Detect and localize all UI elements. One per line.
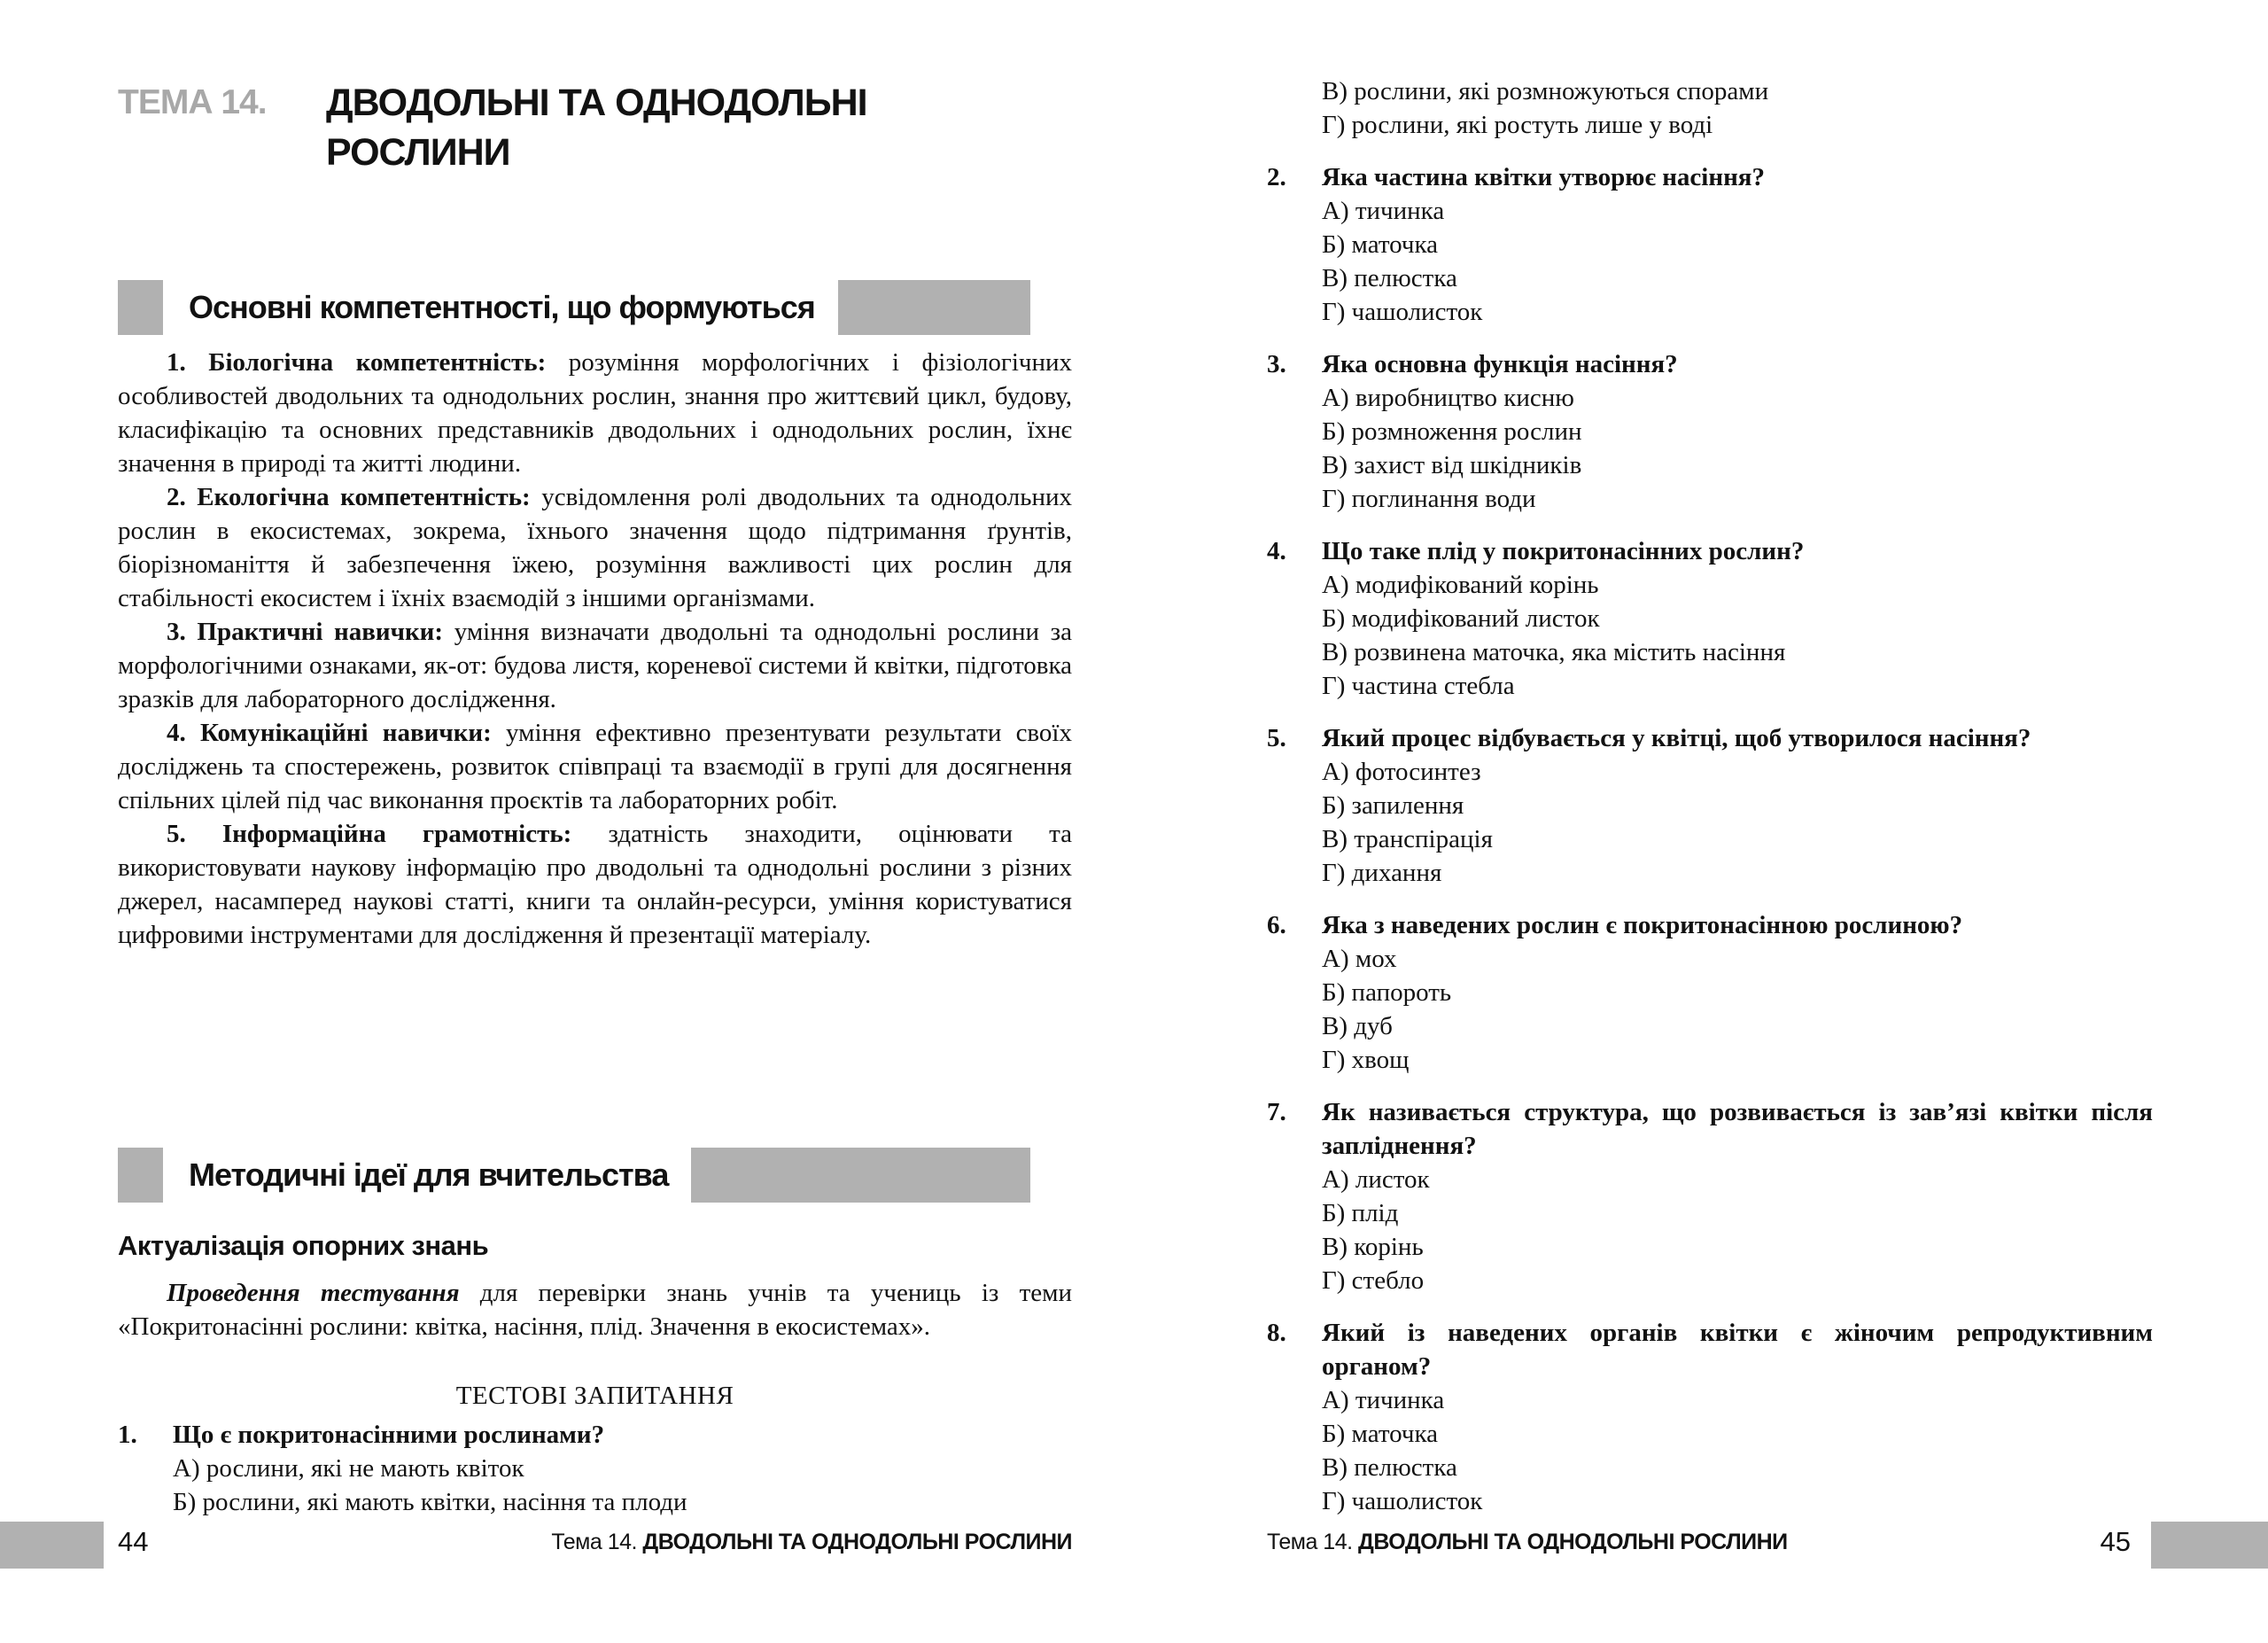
question-option: Г) рослини, які ростуть лише у воді	[1322, 111, 1713, 139]
running-title-prefix: Тема 14.	[1267, 1530, 1353, 1554]
question-option: Г) поглинання води	[1322, 485, 1536, 513]
running-title-prefix: Тема 14.	[551, 1530, 637, 1554]
question-option: Б) запилення	[1322, 791, 1464, 820]
question-number: 1.	[118, 1421, 137, 1449]
question-option: А) тичинка	[1322, 197, 1445, 225]
running-title-text: ДВОДОЛЬНІ ТА ОДНОДОЛЬНІ РОСЛИНИ	[642, 1530, 1072, 1554]
section-marker-bar	[691, 1148, 1030, 1203]
question-option: А) виробництво кисню	[1322, 384, 1574, 412]
competency-lead: 4. Комунікаційні навички:	[167, 719, 492, 747]
test-question	[1267, 534, 2153, 703]
section-marker-square	[118, 280, 163, 335]
question-option: Г) чашолисток	[1322, 1487, 1483, 1515]
test-question	[1267, 721, 2153, 890]
competency-body: усвідомлення ролі дводольних та однодольних рослин в екосистемах, зокрема, їхнього значення щодо підтримання ґрунтів, біорізноманіття й забезпечення їжею, розуміння важливості цих рослин для стабільності екосистем і їхніх взаємодій з іншими організмами.	[118, 483, 1072, 612]
footer-edge-bar	[2151, 1522, 2268, 1569]
question-option: Г) частина стебла	[1322, 672, 1515, 700]
competency-paragraph	[118, 615, 1072, 716]
question-text: Як називається структура, що розвивається із зав’язі квітки після запліднення?	[1322, 1098, 2153, 1160]
question-number: 8.	[1267, 1319, 1286, 1347]
question-option: А) модифікований корінь	[1322, 571, 1599, 599]
question-text: Яка основна функція насіння?	[1322, 350, 1678, 378]
section-header-methodical	[118, 1148, 1030, 1203]
test-question	[1267, 1095, 2153, 1297]
question-option: А) листок	[1322, 1165, 1430, 1194]
test-question	[1267, 908, 2153, 1077]
competency-lead: 1. Біологічна компетентність:	[167, 348, 547, 377]
footer-edge-bar	[0, 1522, 104, 1569]
question-option: А) рослини, які не мають квіток	[173, 1454, 524, 1483]
chapter-heading	[118, 78, 1072, 177]
question-option: В) захист від шкідників	[1322, 451, 1582, 479]
running-title-text: ДВОДОЛЬНІ ТА ОДНОДОЛЬНІ РОСЛИНИ	[1358, 1530, 1788, 1554]
page-number: 44	[118, 1526, 149, 1557]
question-option: Б) папороть	[1322, 978, 1452, 1007]
competency-body: здатність знаходити, оцінювати та використовувати наукову інформацію про дводольні та однодольні рослини з різних джерел, насамперед наукові статті, книги та онлайн-ресурси, уміння користуватися цифровими інструментами для дослідження й презентації матеріалу.	[118, 820, 1072, 949]
question-text: Яка частина квітки утворює насіння?	[1322, 163, 1765, 191]
competency-lead: 3. Практичні навички:	[167, 618, 444, 646]
chapter-title: ДВОДОЛЬНІ ТА ОДНОДОЛЬНІ РОСЛИНИ	[326, 82, 867, 174]
question-option: А) фотосинтез	[1322, 758, 1481, 786]
question-option: Б) рослини, які мають квітки, насіння та плоди	[173, 1488, 687, 1516]
question-option: Б) модифікований листок	[1322, 604, 1600, 633]
question-text: Який процес відбувається у квітці, щоб утворилося насіння?	[1322, 724, 2031, 752]
question-number: 4.	[1267, 537, 1286, 565]
question-number: 7.	[1267, 1098, 1286, 1126]
questions-column	[1267, 74, 2153, 1518]
subheading-actualization: Актуалізація опорних знань	[118, 1230, 489, 1261]
test-question	[1267, 160, 2153, 329]
competency-body: уміння визначати дводольні та однодольні рослини за морфологічними ознаками, як-от: будова листя, кореневої системи й квітки, підготовка зразків для лабораторного дослідження.	[118, 618, 1072, 713]
question-number: 5.	[1267, 724, 1286, 752]
question-text: Який із наведених органів квітки є жіночим репродуктивним органом?	[1322, 1319, 2153, 1381]
competency-body: уміння ефективно презентувати результати своїх досліджень та спостережень, розвиток співпраці та взаємодії в групі для досягнення спільних цілей під час виконання проєктів та лабораторних робіт.	[118, 719, 1072, 814]
test-questions-heading: ТЕСТОВІ ЗАПИТАННЯ	[455, 1382, 734, 1410]
section-title: Методичні ідеї для вчительства	[189, 1156, 669, 1193]
question-text: Яка з наведених рослин є покритонасінною рослиною?	[1322, 911, 1963, 939]
test-question	[1267, 347, 2153, 516]
question-number: 6.	[1267, 911, 1286, 939]
testing-note-body: для перевірки знань учнів та учениць із теми «Покритонасінні рослини: квітка, насіння, плід. Значення в екосистемах».	[118, 1279, 1072, 1341]
competencies-list	[118, 346, 1072, 952]
question-option: Г) чашолисток	[1322, 298, 1483, 326]
competency-lead: 5. Інформаційна грамотність:	[167, 820, 572, 848]
testing-note	[118, 1276, 1072, 1343]
test-question	[1267, 1316, 2153, 1518]
question-option: В) розвинена маточка, яка містить насіння	[1322, 638, 1786, 666]
question-option: В) пелюстка	[1322, 264, 1457, 292]
question-option: Г) хвощ	[1322, 1046, 1410, 1074]
question-option: Б) маточка	[1322, 230, 1438, 259]
question-block-1	[118, 1418, 1072, 1519]
question-option: Б) розмноження рослин	[1322, 417, 1582, 446]
question-option: А) тичинка	[1322, 1386, 1445, 1414]
testing-note-lead: Проведення тестування	[167, 1279, 460, 1307]
section-marker-square	[118, 1148, 163, 1203]
running-title	[118, 1530, 1072, 1555]
competency-lead: 2. Екологічна компетентність:	[167, 483, 531, 511]
question-number: 3.	[1267, 350, 1286, 378]
question-number: 2.	[1267, 163, 1286, 191]
competency-paragraph	[118, 716, 1072, 817]
test-question-continuation	[1267, 74, 2153, 142]
competency-paragraph	[118, 480, 1072, 615]
question-option: А) мох	[1322, 945, 1397, 973]
section-header-competencies	[118, 280, 1030, 335]
section-marker-bar	[838, 280, 1030, 335]
question-option: В) пелюстка	[1322, 1453, 1457, 1482]
question-option: Б) плід	[1322, 1199, 1399, 1227]
question-option: Г) стебло	[1322, 1266, 1425, 1295]
question-option: В) корінь	[1322, 1233, 1424, 1261]
question-option: В) дуб	[1322, 1012, 1393, 1040]
test-question	[118, 1418, 1072, 1519]
question-text: Що таке плід у покритонасінних рослин?	[1322, 537, 1805, 565]
chapter-label: ТЕМА 14.	[118, 83, 267, 121]
page-number: 45	[2100, 1526, 2131, 1557]
question-option: В) рослини, які розмножуються спорами	[1322, 77, 1769, 105]
question-option: Б) маточка	[1322, 1420, 1438, 1448]
question-text: Що є покритонасінними рослинами?	[173, 1421, 605, 1449]
section-title: Основні компетентності, що формуються	[189, 289, 815, 325]
question-option: В) транспірація	[1322, 825, 1493, 853]
competency-body: розуміння морфологічних і фізіологічних особливостей дводольних та однодольних рослин, знання про життєвий цикл, будову, класифікацію та основних представників дводольних і однодольних рослин, їхнє значення в природі та житті людини.	[118, 348, 1072, 478]
question-option: Г) дихання	[1322, 859, 1442, 887]
competency-paragraph	[118, 346, 1072, 480]
competency-paragraph	[118, 817, 1072, 952]
